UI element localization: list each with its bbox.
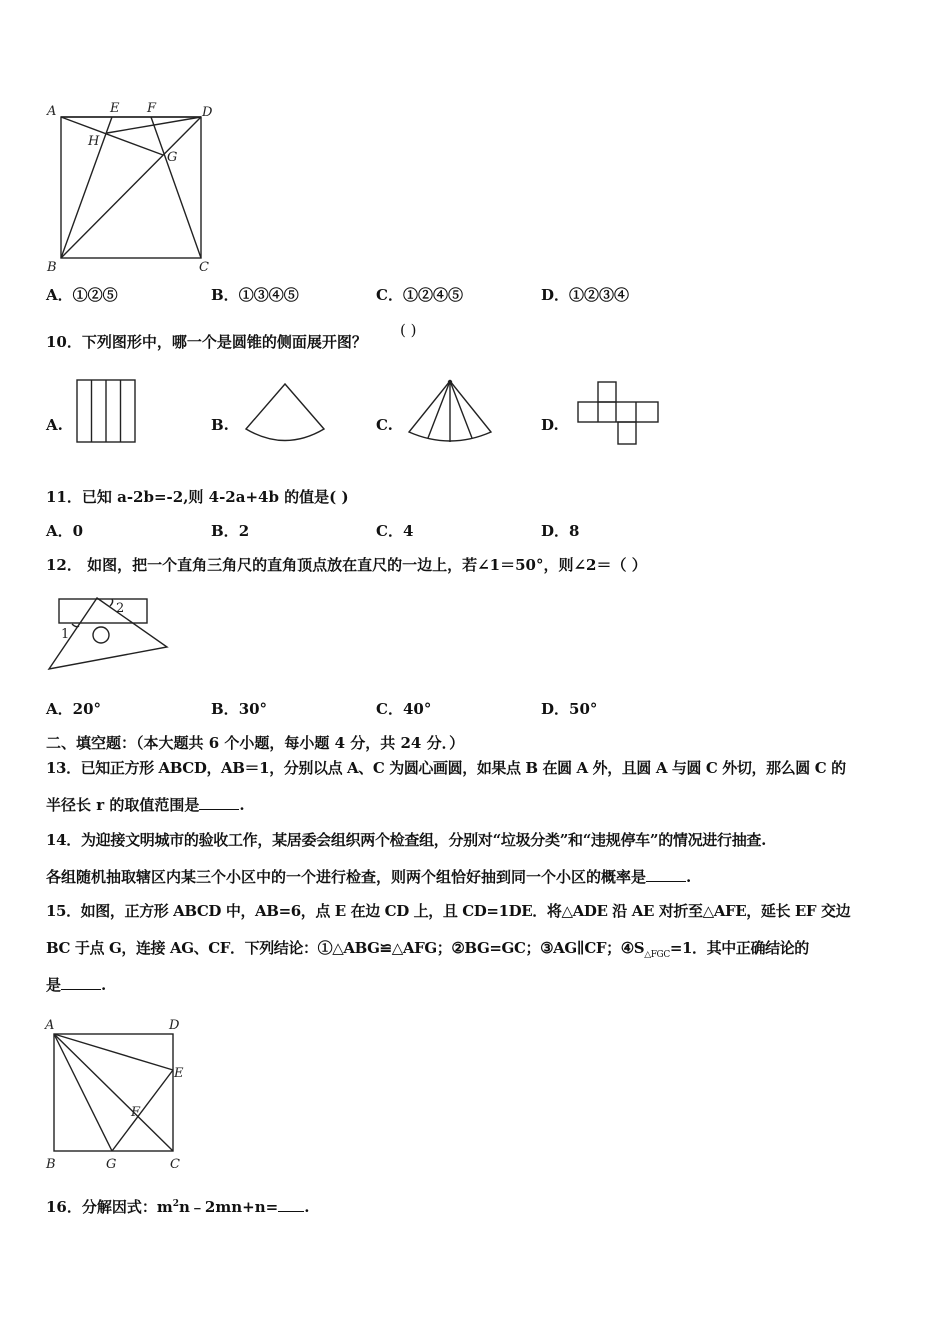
q15-line2	[46, 938, 809, 965]
q13-answer-blank[interactable]	[199, 795, 239, 810]
option-text: 50°	[569, 700, 598, 718]
option-key: A．	[46, 700, 73, 718]
q13-line2	[46, 795, 245, 815]
q10-option-b-sector[interactable]	[240, 380, 330, 442]
svg-text:D: D	[169, 1018, 180, 1033]
q14-line1: 14．为迎接文明城市的验收工作，某居委会组织两个检查组，分别对“垃圾分类”和“违规停车”的情况进行抽查.	[46, 831, 767, 849]
q11-option-d[interactable]	[541, 521, 579, 541]
q10-option-b-key[interactable]: B.	[211, 416, 229, 434]
svg-text:C: C	[170, 1157, 180, 1172]
q14-answer-blank[interactable]	[646, 867, 686, 882]
q11-option-a[interactable]	[46, 521, 83, 541]
option-text: ①②⑤	[72, 286, 118, 304]
option-key: B．	[211, 286, 239, 304]
q10-option-c-key[interactable]: C.	[376, 416, 393, 434]
q15-text: 是	[46, 976, 62, 994]
q12-stem: 12． 如图，把一个直角三角尺的直角顶点放在直尺的一边上，若∠1＝50°，则∠2＝（ ）	[46, 556, 647, 574]
q10-answer-paren: ( )	[400, 321, 417, 339]
svg-text:B: B	[46, 1157, 56, 1172]
q13-line1: 13．已知正方形 ABCD，AB＝1，分别以点 A、C 为圆心画圆，如果点 B 在圆 A 外，且圆 A 与圆 C 外切，那么圆 C 的	[46, 759, 846, 777]
option-text: 30°	[238, 700, 268, 718]
svg-text:A: A	[47, 104, 57, 119]
q10-option-a-key[interactable]: A.	[46, 416, 63, 434]
option-key: A．	[46, 522, 73, 540]
q15-period: .	[101, 976, 107, 994]
q11-stem: 11．已知 a-2b=-2,则 4-2a+4b 的值是( )	[46, 488, 349, 506]
q16-period: .	[304, 1198, 310, 1216]
svg-text:B: B	[47, 260, 57, 275]
svg-text:G: G	[167, 150, 178, 165]
option-text: 0	[72, 522, 84, 540]
q16-text: 16．分解因式：m	[46, 1198, 173, 1216]
q15-line1: 15．如图，正方形 ABCD 中，AB=6，点 E 在边 CD 上，且 CD=1DE．将△ADE 沿 AE 对折至△AFE，延长 EF 交边	[46, 902, 851, 920]
q16-stem	[46, 1194, 309, 1217]
q10-option-c-fan[interactable]	[403, 378, 498, 444]
section-heading-fill-in: 二、填空题：（本大题共 6 个小题，每小题 4 分，共 24 分．）	[46, 734, 465, 752]
option-text: 8	[569, 522, 580, 540]
q16-superscript: 2	[172, 1199, 180, 1209]
svg-text:2: 2	[116, 601, 125, 616]
svg-text:1: 1	[61, 627, 70, 642]
q12-ruler-triangle-figure	[40, 590, 240, 680]
option-text: 40°	[402, 700, 432, 718]
q15-text-end: =1．其中正确结论的	[669, 939, 809, 957]
q10-option-a-rectangle-strips[interactable]	[75, 378, 137, 444]
q13-text: 半径长 r 的取值范围是	[46, 796, 200, 814]
q11-option-c[interactable]	[376, 521, 413, 541]
q15-subscript: △FGC	[644, 950, 670, 960]
svg-text:F: F	[131, 1105, 141, 1120]
q9-option-c[interactable]	[376, 285, 463, 305]
option-text: ①②④⑤	[402, 286, 463, 304]
q14-text: 各组随机抽取辖区内某三个小区中的一个进行检查，则两个组恰好抽到同一个小区的概率是	[46, 868, 647, 886]
svg-text:F: F	[147, 101, 157, 116]
svg-text:D: D	[202, 105, 213, 120]
q14-period: .	[686, 868, 692, 886]
q11-option-b[interactable]	[211, 521, 249, 541]
q9-option-d[interactable]	[541, 285, 629, 305]
q9-option-b[interactable]	[211, 285, 299, 305]
q15-text: BC 于点 G，连接 AG、CF．下列结论：①△ABG≌△AFG；②BG=GC；③AG∥CF；④S	[46, 939, 645, 957]
q10-stem: 10．下列图形中，哪一个是圆锥的侧面展开图？	[46, 333, 367, 351]
option-key: C．	[376, 286, 403, 304]
option-text: ①③④⑤	[238, 286, 299, 304]
option-text: 20°	[72, 700, 102, 718]
option-key: A．	[46, 286, 73, 304]
q12-option-d[interactable]	[541, 699, 597, 719]
q15-square-figure	[40, 1010, 200, 1175]
q15-line3	[46, 975, 106, 995]
option-key: B．	[211, 700, 239, 718]
q13-period: .	[239, 796, 245, 814]
svg-text:E: E	[110, 101, 120, 116]
q15-answer-blank[interactable]	[61, 975, 101, 990]
q16-text-mid: n﹣2mn+n=	[179, 1198, 279, 1216]
q10-option-d-key[interactable]: D.	[541, 416, 559, 434]
svg-text:H: H	[88, 134, 100, 149]
q12-option-a[interactable]	[46, 699, 101, 719]
option-key: B．	[211, 522, 239, 540]
q9-square-figure	[40, 95, 230, 280]
svg-text:G: G	[106, 1157, 117, 1172]
q9-option-a[interactable]	[46, 285, 118, 305]
svg-text:A: A	[45, 1018, 55, 1033]
option-key: D．	[541, 286, 570, 304]
q12-option-c[interactable]	[376, 699, 431, 719]
q12-option-b[interactable]	[211, 699, 267, 719]
svg-text:E: E	[174, 1066, 184, 1081]
option-key: D．	[541, 522, 570, 540]
option-text: ①②③④	[569, 286, 630, 304]
option-text: 4	[402, 522, 414, 540]
option-key: D．	[541, 700, 570, 718]
option-key: C．	[376, 522, 403, 540]
q10-option-d-cube-net[interactable]	[576, 380, 660, 446]
option-text: 2	[238, 522, 250, 540]
svg-text:C: C	[199, 260, 209, 275]
q16-answer-blank[interactable]	[278, 1197, 304, 1212]
q14-line2	[46, 867, 691, 887]
option-key: C．	[376, 700, 403, 718]
